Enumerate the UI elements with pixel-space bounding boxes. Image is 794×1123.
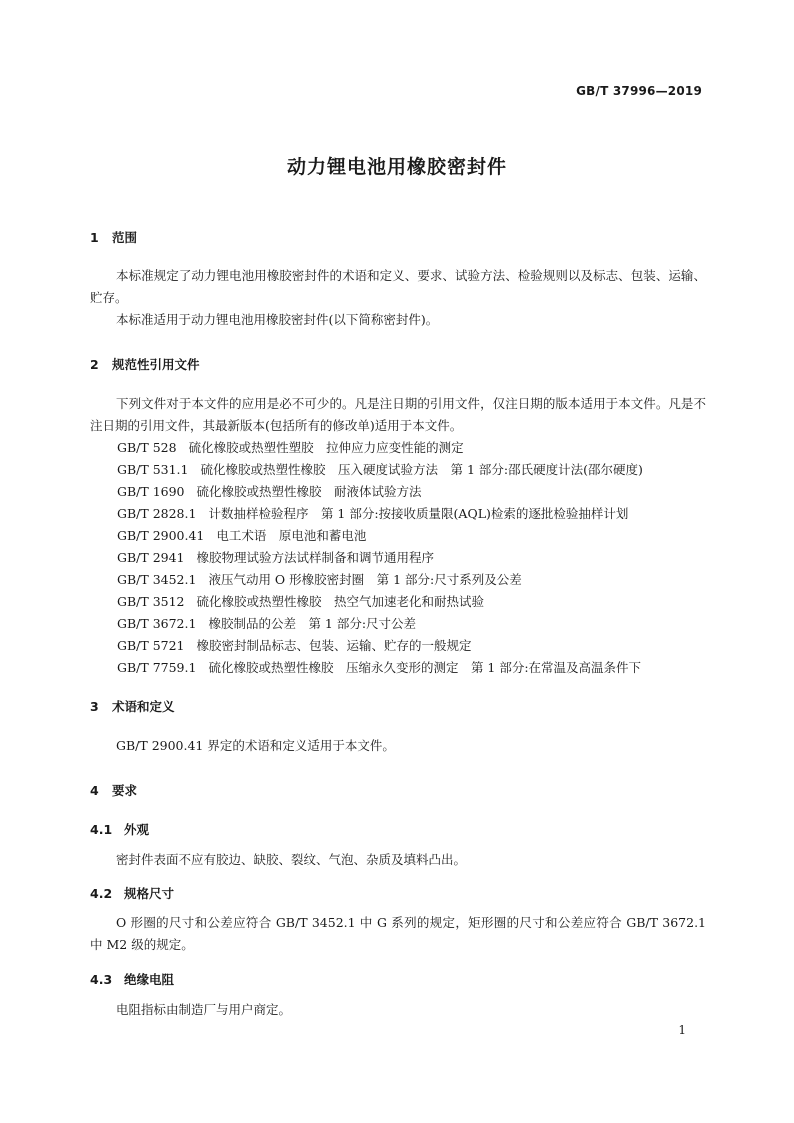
paragraph-text: GB/T 2900.41 界定的术语和定义适用于本文件。 bbox=[116, 738, 395, 753]
reference-item bbox=[117, 657, 717, 679]
reference-item bbox=[117, 613, 717, 635]
reference-code: GB/T 3512 bbox=[117, 594, 185, 609]
section-title: 规格尺寸 bbox=[124, 886, 175, 901]
section-1-heading bbox=[90, 228, 137, 246]
section-1-paragraph-2 bbox=[90, 309, 706, 331]
reference-code: GB/T 531.1 bbox=[117, 462, 189, 477]
paragraph-text: 下列文件对于本文件的应用是必不可少的。凡是注日期的引用文件，仅注日期的版本适用于本文件。凡是不注日期的引用文件，其最新版本(包括所有的修改单)适用于本文件。 bbox=[90, 396, 706, 433]
reference-title: 硫化橡胶或热塑性橡胶 压缩永久变形的测定 第 1 部分:在常温及高温条件下 bbox=[208, 660, 642, 675]
reference-code: GB/T 2900.41 bbox=[117, 528, 205, 543]
section-number: 1 bbox=[90, 230, 99, 245]
section-4-2-heading bbox=[90, 884, 174, 902]
reference-code: GB/T 528 bbox=[117, 440, 177, 455]
reference-title: 电工术语 原电池和蓄电池 bbox=[216, 528, 367, 543]
section-4-heading bbox=[90, 781, 137, 799]
paragraph-text: 电阻指标由制造厂与用户商定。 bbox=[116, 1002, 292, 1017]
reference-code: GB/T 3672.1 bbox=[117, 616, 197, 631]
document-title: 动力锂电池用橡胶密封件 bbox=[286, 156, 507, 178]
reference-code: GB/T 5721 bbox=[117, 638, 185, 653]
reference-item bbox=[117, 503, 717, 525]
paragraph-text: 本标准规定了动力锂电池用橡胶密封件的术语和定义、要求、试验方法、检验规则以及标志、包装、运输、贮存。 bbox=[90, 268, 706, 305]
reference-title: 橡胶物理试验方法试样制备和调节通用程序 bbox=[196, 550, 435, 565]
reference-item bbox=[117, 635, 717, 657]
section-title: 范围 bbox=[112, 230, 138, 245]
section-title: 外观 bbox=[124, 822, 150, 837]
reference-title: 计数抽样检验程序 第 1 部分:按接收质量限(AQL)检索的逐批检验抽样计划 bbox=[208, 506, 629, 521]
section-number: 2 bbox=[90, 357, 99, 372]
reference-code: GB/T 3452.1 bbox=[117, 572, 197, 587]
reference-title: 硫化橡胶或热塑性橡胶 热空气加速老化和耐热试验 bbox=[196, 594, 485, 609]
reference-item bbox=[117, 525, 717, 547]
page-number: 1 bbox=[678, 1023, 686, 1037]
section-4-3-heading bbox=[90, 970, 174, 988]
reference-item bbox=[117, 569, 717, 591]
section-1-paragraph-1 bbox=[90, 265, 706, 309]
section-4-1-paragraph-1 bbox=[90, 849, 706, 871]
section-title: 要求 bbox=[112, 783, 138, 798]
section-number: 4 bbox=[90, 783, 99, 798]
section-4-2-paragraph-1 bbox=[90, 912, 706, 956]
section-number: 3 bbox=[90, 699, 99, 714]
paragraph-text: O 形圈的尺寸和公差应符合 GB/T 3452.1 中 G 系列的规定，矩形圈的尺寸和公差应符合 GB/T 3672.1 中 M2 级的规定。 bbox=[90, 915, 706, 952]
reference-item bbox=[117, 547, 717, 569]
section-title: 术语和定义 bbox=[112, 699, 175, 714]
reference-code: GB/T 1690 bbox=[117, 484, 185, 499]
normative-reference-list bbox=[117, 437, 717, 679]
section-number: 4.2 bbox=[90, 886, 113, 901]
reference-code: GB/T 2941 bbox=[117, 550, 185, 565]
reference-code: GB/T 7759.1 bbox=[117, 660, 197, 675]
reference-title: 硫化橡胶或热塑性橡胶 压入硬度试验方法 第 1 部分:邵氏硬度计法(邵尔硬度) bbox=[200, 462, 643, 477]
section-title: 绝缘电阻 bbox=[124, 972, 175, 987]
reference-title: 硫化橡胶或热塑性塑胶 拉伸应力应变性能的测定 bbox=[188, 440, 464, 455]
section-2-heading bbox=[90, 355, 200, 373]
reference-title: 橡胶制品的公差 第 1 部分:尺寸公差 bbox=[208, 616, 417, 631]
paragraph-text: 本标准适用于动力锂电池用橡胶密封件(以下简称密封件)。 bbox=[116, 312, 439, 327]
section-4-3-paragraph-1 bbox=[90, 999, 706, 1021]
section-2-paragraph-1 bbox=[90, 393, 706, 437]
reference-item bbox=[117, 591, 717, 613]
section-title: 规范性引用文件 bbox=[112, 357, 200, 372]
reference-item bbox=[117, 437, 717, 459]
paragraph-text: 密封件表面不应有胶边、缺胶、裂纹、气泡、杂质及填料凸出。 bbox=[116, 852, 467, 867]
section-4-1-heading bbox=[90, 820, 149, 838]
reference-title: 橡胶密封制品标志、包装、运输、贮存的一般规定 bbox=[196, 638, 472, 653]
standard-code: GB/T 37996—2019 bbox=[576, 84, 702, 98]
reference-title: 液压气动用 O 形橡胶密封圈 第 1 部分:尺寸系列及公差 bbox=[208, 572, 522, 587]
section-3-heading bbox=[90, 697, 175, 715]
reference-item bbox=[117, 481, 717, 503]
reference-title: 硫化橡胶或热塑性橡胶 耐液体试验方法 bbox=[196, 484, 422, 499]
section-3-paragraph-1 bbox=[90, 735, 706, 757]
reference-item bbox=[117, 459, 717, 481]
reference-code: GB/T 2828.1 bbox=[117, 506, 197, 521]
section-number: 4.3 bbox=[90, 972, 113, 987]
section-number: 4.1 bbox=[90, 822, 113, 837]
